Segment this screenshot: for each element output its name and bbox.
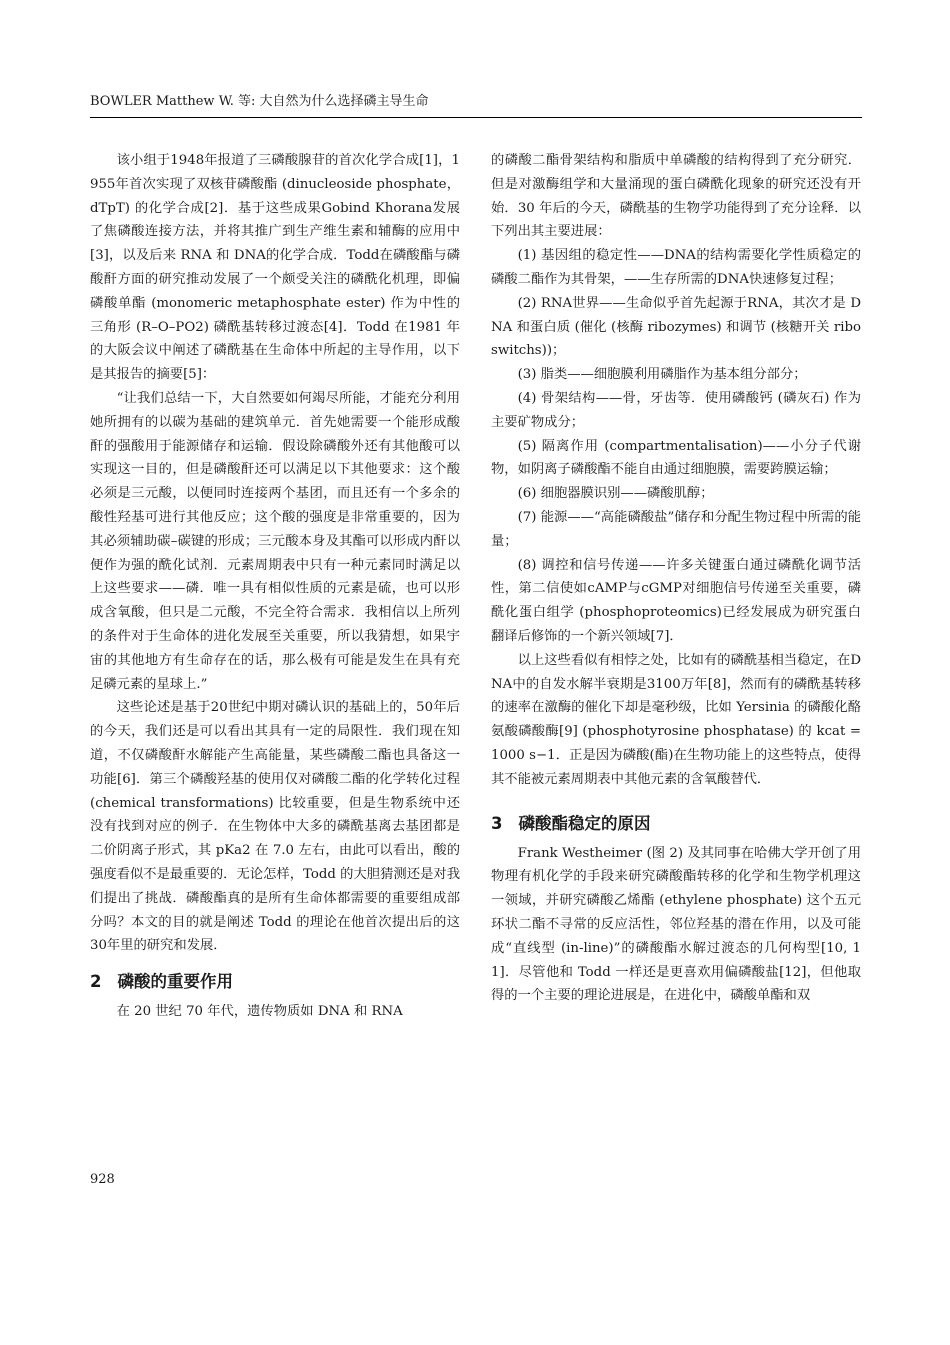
right-column [491,149,861,1008]
paragraph: Frank Westheimer (图 2) 及其同事在哈佛大学开创了用物理有机化学的手段来研究磷酸酯转移的化学和生物学机理这一领域，并研究磷酸乙烯酯 (ethylene phosphate) 这个五元环状二酯不寻常的反应活性，邻位羟基的潜在作用，以及可能成“直线型 (in-line)”的磷酸酯水解过渡态的几何构型[10, 11]．尽管他和 Todd 一样还是更喜欢用偏磷酸盐[12]，但他取得的一个主要的理论进展是，在进化中，磷酸单酯和双 [491,845,861,1004]
section-number: 2 [90,972,102,992]
paragraph: “让我们总结一下，大自然要如何竭尽所能，才能充分利用她所拥有的以碳为基础的建筑单元．首先她需要一个能形成酸酐的强酸用于能源储存和运输．假设除磷酸外还有其他酸可以实现这一目的，但是磷酸酐还可以满足以下其他要求：这个酸必须是三元酸，以便同时连接两个基团，而且还有一个多余的酸性羟基可进行其他反应；这个酸的强度是非常重要的，因为其必须辅助碳–碳键的形成；三元酸本身及其酯可以形成内酐以便作为强的酰化试剂．元素周期表中只有一种元素同时满足以上这些要求——磷．唯一具有相似性质的元素是硫，也可以形成含氧酸，但只是二元酸，不完全符合需求．我相信以上所列的条件对于生命体的进化发展至关重要，所以我猜想，如果宇宙的其他地方有生命存在的话，那么极有可能是发生在具有充足磷元素的星球上.” [90,390,460,692]
section-heading [90,970,460,994]
section-title: 磷酸的重要作用 [117,972,233,992]
list-item: (2) RNA世界——生命似乎首先起源于RNA，其次才是 DNA 和蛋白质 (催化 (核酶 ribozymes) 和调节 (核糖开关 riboswitchs))； [491,295,861,359]
list-item: (3) 脂类——细胞膜利用磷脂作为基本组分部分； [517,367,807,383]
header-rule [90,117,862,118]
section-heading [491,812,861,836]
list-item: (8) 调控和信号传递——许多关键蛋白通过磷酰化调节活性，第二信使如cAMP与cGMP对细胞信号传递至关重要，磷酰化蛋白组学 (phosphoproteomics)已经发展成为研究蛋白翻译后修饰的一个新兴领域[7]． [491,557,861,644]
paragraph: 在 20 世纪 70 年代，遗传物质如 DNA 和 RNA [116,1004,403,1020]
running-header: BOWLER Matthew W. 等: 大自然为什么选择磷主导生命 [90,94,429,109]
list-item: (6) 细胞器膜识别——磷酸肌醇； [517,486,714,502]
paragraph: 以上这些看似有相悖之处，比如有的磷酰基相当稳定，在DNA中的自发水解半衰期是3100万年[8]，然而有的磷酰基转移的速率在激酶的催化下却是毫秒级，比如 Yersinia 的磷酸化酪氨酸磷酸酶[9] (phosphotyrosine phosphatase) 的 kcat = 1000 s−1．正是因为磷酸(酯)在生物功能上的这些特点，使得其不能被元素周期表中其他元素的含氧酸替代． [491,652,861,787]
list-item: (1) 基因组的稳定性——DNA的结构需要化学性质稳定的磷酸二酯作为其骨架，——生存所需的DNA快速修复过程； [491,248,861,287]
list-item: (4) 骨架结构——骨，牙齿等．使用磷酸钙 (磷灰石) 作为主要矿物成分； [491,390,861,430]
page-number: 928 [90,1172,115,1187]
list-item: (7) 能源——“高能磷酸盐”储存和分配生物过程中所需的能量； [491,509,861,549]
left-column [90,149,460,1024]
section-title: 磷酸酯稳定的原因 [518,813,651,833]
list-item: (5) 隔离作用 (compartmentalisation)——小分子代谢物，如阴离子磷酸酯不能自由通过细胞膜，需要跨膜运输； [491,438,861,478]
paragraph: 这些论述是基于20世纪中期对磷认识的基础上的，50年后的今天，我们还是可以看出其具有一定的局限性．我们现在知道，不仅磷酸酐水解能产生高能量，某些磷酸二酯也具备这一功能[6]．第三个磷酸羟基的使用仅对磷酸二酯的化学转化过程 (chemical transformations) 比较重要，但是生物系统中还没有找到对应的例子．在生物体中大多的磷酰基离去基团都是二价阴离子形式，其 pKa2 在 7.0 左右，由此可以看出，酸的强度看似不是最重要的．无论怎样，Todd 的大胆猜测还是对我们提出了挑战．磷酸酯真的是所有生命体都需要的重要组成部分吗？本文的目的就是阐述 Todd 的理论在他首次提出后的这 30年里的研究和发展． [90,700,460,954]
section-number: 3 [491,813,503,833]
paragraph: 该小组于1948年报道了三磷酸腺苷的首次化学合成[1]，1955年首次实现了双核苷磷酸酯 (dinucleoside phosphate，dTpT) 的化学合成[2]．基于这些成果Gobind Khorana发展了焦磷酸连接方法，并将其推广到生产维生素和辅酶的应用中[3]，以及后来 RNA 和 DNA的化学合成．Todd在磷酸酯与磷酸酐方面的研究推动发展了一个颇受关注的磷酰化机理，即偏磷酸单酯 (monomeric metaphosphate ester) 作为中性的三角形 (R–O–PO2) 磷酰基转移过渡态[4]．Todd 在1981 年的大阪会议中阐述了磷酰基在生命体中所起的主导作用，以下是其报告的摘要[5]： [90,153,460,383]
paragraph: 的磷酸二酯骨架结构和脂质中单磷酸的结构得到了充分研究．但是对激酶组学和大量涌现的蛋白磷酰化现象的研究还没有开始．30 年后的今天，磷酰基的生物学功能得到了充分诠释．以下列出其主要进展： [491,153,861,240]
